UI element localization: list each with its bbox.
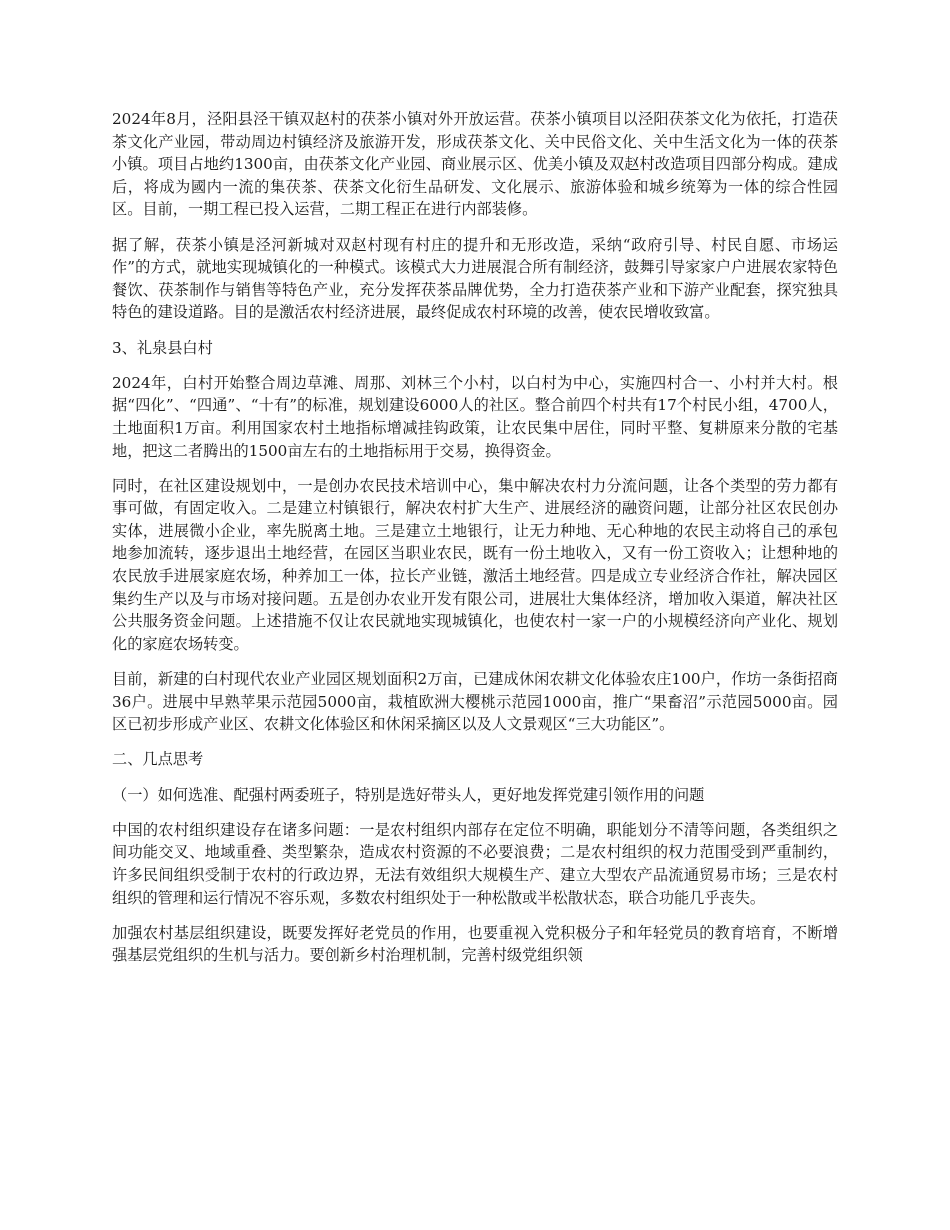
document-page: [112, 108, 838, 980]
paragraph-baicun-integration: 2024年，白村开始整合周边草滩、周那、刘林三个小村，以白村为中心，实施四村合一、小村并大村。根据“四化”、“四通”、“十有”的标准，规划建设6000人的社区。整合前四个村共有17个村民小组，4700人，土地面积1万亩。利用国家农村土地指标增减挂钩政策，让农民集中居住，同时平整、复耕原来分散的宅基地，把这二者腾出的1500亩左右的土地指标用于交易，换得资金。: [112, 373, 838, 460]
paragraph-fucha-town-intro: 2024年8月，泾阳县泾干镇双赵村的茯茶小镇对外开放运营。茯茶小镇项目以泾阳茯茶文化为依托，打造茯茶文化产业园，带动周边村镇经济及旅游开发，形成茯茶文化、关中民俗文化、关中生活文化为一体的茯茶小镇。项目占地约1300亩，由茯茶文化产业园、商业展示区、优美小镇及双赵村改造项目四部分构成。建成后，将成为國内一流的集茯茶、茯茶文化衍生品研发、文化展示、旅游体验和城乡统筹为一体的综合性园区。目前，一期工程已投入运营，二期工程正在进行内部装修。: [112, 110, 838, 219]
paragraph-party-building: 加强农村基层组织建设，既要发挥好老党员的作用，也要重视入党积极分子和年轻党员的教育培育，不断增强基层党组织的生机与活力。要创新乡村治理机制，完善村级党组织领: [112, 923, 838, 965]
paragraph-rural-organization-issues: 中国的农村组织建设存在诸多问题：一是农村组织内部存在定位不明确，职能划分不清等问题，各类组织之间功能交叉、地域重叠、类型繁杂，造成农村资源的不必要浪费；二是农村组织的权力范围受到严重制约，许多民间组织受制于农村的行政边界，无法有效组织大规模生产、建立大型农产品流通贸易市场；三是农村组织的管理和运行情况不容乐观，多数农村组织处于一种松散或半松散状态，联合功能几乎丧失。: [112, 820, 838, 907]
paragraph-baicun-measures: 同时，在社区建设规划中，一是创办农民技术培训中心，集中解决农村力分流问题，让各个类型的劳力都有事可做，有固定收入。二是建立村镇银行，解决农村扩大生产、进展经济的融资问题，让部分社区农民创办实体，进展微小企业，率先脱离土地。三是建立土地银行，让无力种地、无心种地的农民主动将自己的承包地参加流转，逐步退出土地经营，在园区当职业农民，既有一份土地收入，又有一份工资收入；让想种地的农民放手进展家庭农场，种养加工一体，拉长产业链，激活土地经营。四是成立专业经济合作社，解决园区集约生产以及与市场对接问题。五是创办农业开发有限公司，进展壮大集体经济，增加收入渠道，解决社区公共服务资金问题。上述措施不仅让农民就地实现城镇化，也使农村一家一户的小规模经济向产业化、规划化的家庭农场转变。: [112, 476, 838, 653]
section-heading-reflections: 二、几点思考: [112, 750, 204, 769]
paragraph-baicun-park: 目前，新建的白村现代农业产业园区规划面积2万亩，已建成休闲农耕文化体验农庄100户，作坊一条街招商36户。进展中早熟苹果示范园5000亩，栽植欧洲大樱桃示范园1000亩，推广“果畜沼”示范园5000亩。园区已初步形成产业区、农耕文化体验区和休闲采摘区以及人文景观区“三大功能区”。: [112, 670, 838, 734]
paragraph-fucha-town-model: 据了解，茯茶小镇是泾河新城对双赵村现有村庄的提升和无形改造，采纳“政府引导、村民自愿、市场运作”的方式，就地实现城镇化的一种模式。该模式大力进展混合所有制经济，鼓舞引导家家户户进展农家特色餐饮、茯茶制作与销售等特色产业，充分发挥茯茶品牌优势，全力打造茯茶产业和下游产业配套，探究独具特色的建设道路。目的是激活农村经济进展，最终促成农村环境的改善，使农民增收致富。: [112, 235, 838, 322]
section-heading-baicun: 3、礼泉县白村: [112, 338, 213, 357]
subsection-heading-leadership: （一）如何选准、配强村两委班子，特别是选好带头人，更好地发挥党建引领作用的问题: [112, 785, 705, 804]
